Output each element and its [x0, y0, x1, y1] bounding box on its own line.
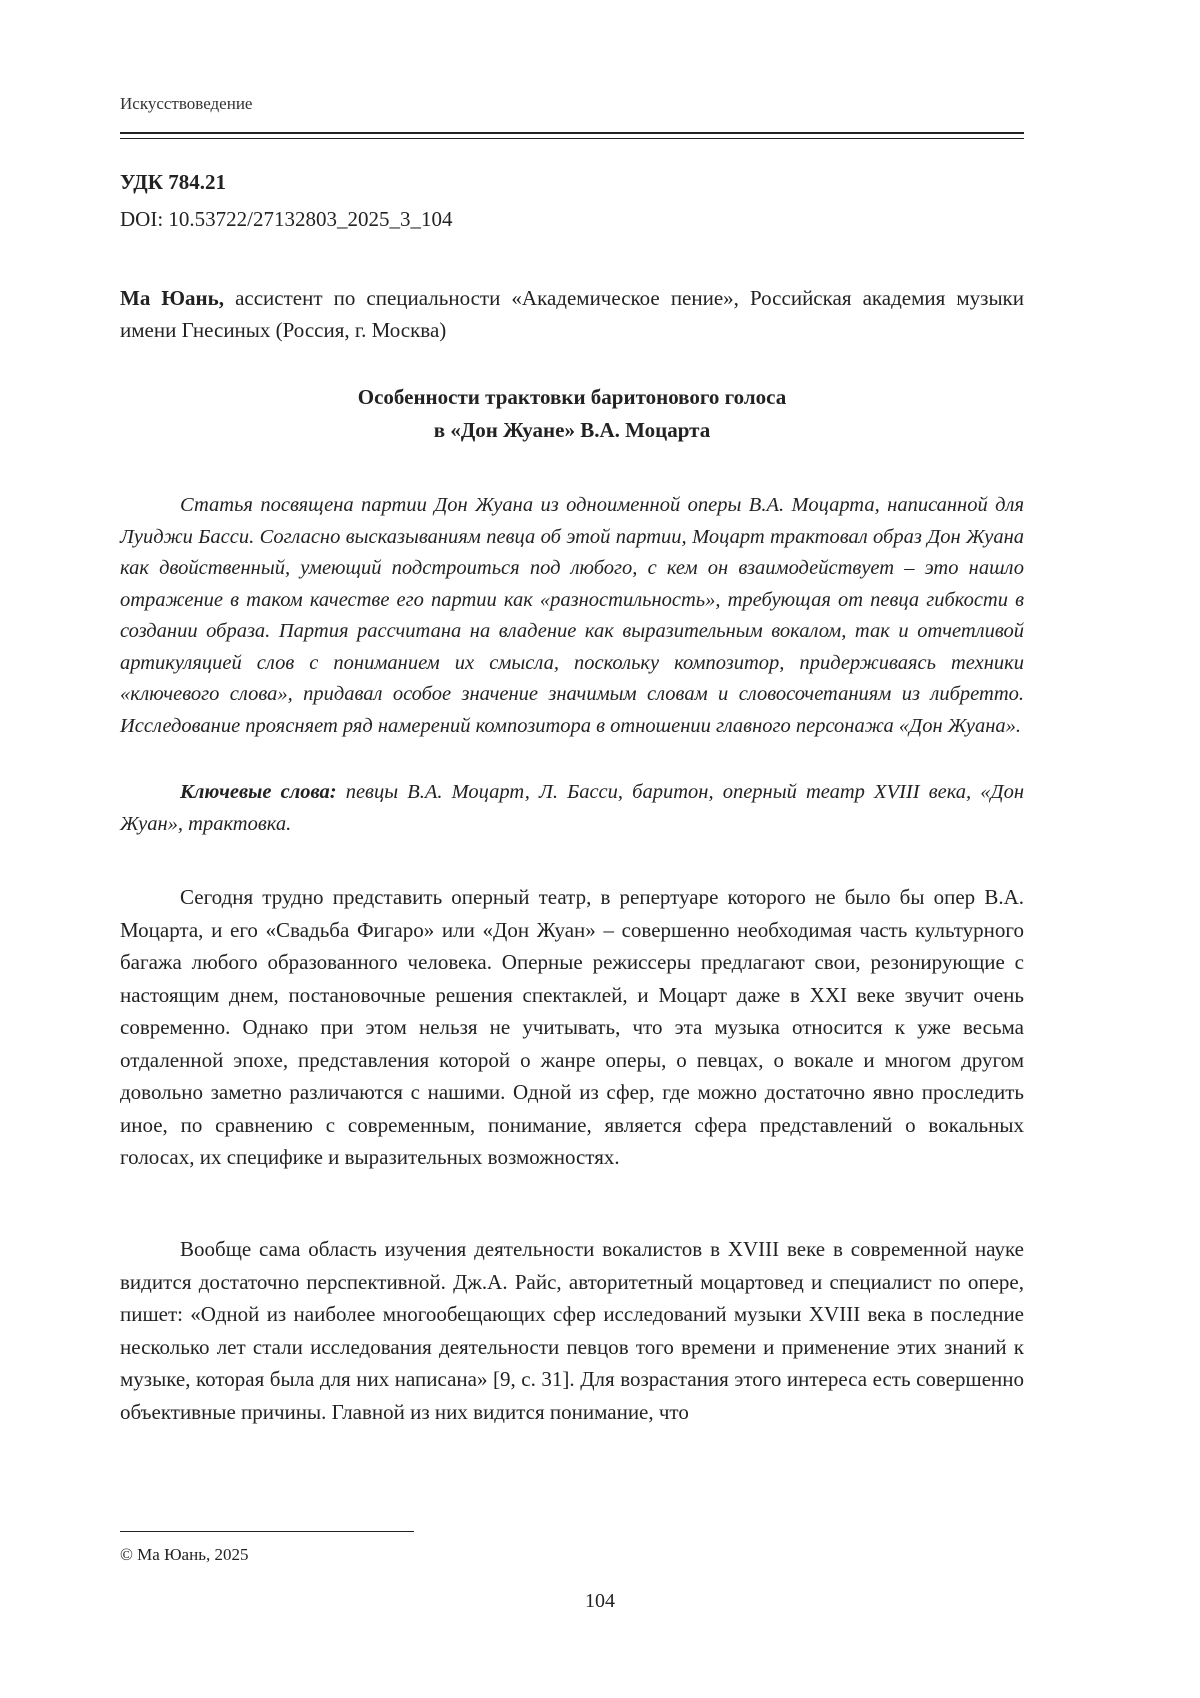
author-affiliation: ассистент по специальности «Академическое пение», Российская академия музыки имени Гнесиных (Россия, г. Москва): [120, 286, 1024, 342]
footnote-rule: [120, 1531, 414, 1532]
keywords: [120, 777, 1024, 840]
doi: DOI: 10.53722/27132803_2025_3_104: [120, 207, 453, 231]
udk-code: УДК 784.21: [120, 170, 226, 194]
body-paragraph-2: Вообще сама область изучения деятельности вокалистов в XVIII веке в современной науке видится достаточно перспективной. Дж.А. Райс, авторитетный моцартовед и специалист по опере, пишет: «Одной из наиболее многообещающих сфер исследований музыки XVIII века в последние несколько лет стали исследования деятельности певцов того времени и применение этих знаний к музыке, которая была для них написана» [9, с. 31]. Для возрастания этого интереса есть совершенно объективные причины. Главной из них видится понимание, что: [120, 1237, 1024, 1424]
copyright-footnote: © Ма Юань, 2025: [120, 1545, 249, 1564]
keywords-label: Ключевые слова:: [180, 781, 337, 803]
abstract: Статья посвящена партии Дон Жуана из одноименной оперы В.А. Моцарта, написанной для Луиджи Басси. Согласно высказываниям певца об этой партии, Моцарт трактовал образ Дон Жуана как двойственный, умеющий подстроиться под любого, с кем он взаимодействует – это нашло отражение в таком качестве его партии как «разностильность», требующая от певца гибкости в создании образа. Партия рассчитана на владение как выразительным вокалом, так и отчетливой артикуляцией слов с пониманием их смысла, поскольку композитор, придерживаясь техники «ключевого слова», придавал особое значение значимым словам и словосочетаниям из либретто. Исследование проясняет ряд намерений композитора в отношении главного персонажа «Дон Жуана».: [120, 494, 1024, 737]
header-rule: [120, 132, 1024, 134]
page-number: 104: [585, 1590, 615, 1612]
author-name: Ма Юань,: [120, 286, 224, 310]
keywords-text: певцы В.А. Моцарт, Л. Басси, баритон, оперный театр XVIII века, «Дон Жуан», трактовка.: [120, 781, 1024, 835]
article-title-line-1: Особенности трактовки баритонового голоса: [357, 385, 787, 409]
running-head: Искусствоведение: [120, 94, 253, 113]
header-rule-thin: [120, 138, 1024, 139]
author-block: [120, 282, 1024, 346]
body-paragraph-1: Сегодня трудно представить оперный театр, в репертуаре которого не было бы опер В.А. Моцарта, и его «Свадьба Фигаро» или «Дон Жуан» – совершенно необходимая часть культурного багажа любого образованного человека. Оперные режиссеры предлагают свои, резонирующие с настоящим днем, постановочные решения спектаклей, и Моцарт даже в XXI веке звучит очень современно. Однако при этом нельзя не учитывать, что эта музыка относится к уже весьма отдаленной эпохе, представления которой о жанре оперы, о певцах, о вокале и многом другом довольно заметно различаются с нашими. Одной из сфер, где можно достаточно явно проследить иное, по сравнению с современным, понимание, является сфера представлений о вокальных голосах, их специфике и выразительных возможностях.: [120, 885, 1024, 1169]
article-title-line-2: в «Дон Жуане» В.А. Моцарта: [433, 418, 711, 442]
